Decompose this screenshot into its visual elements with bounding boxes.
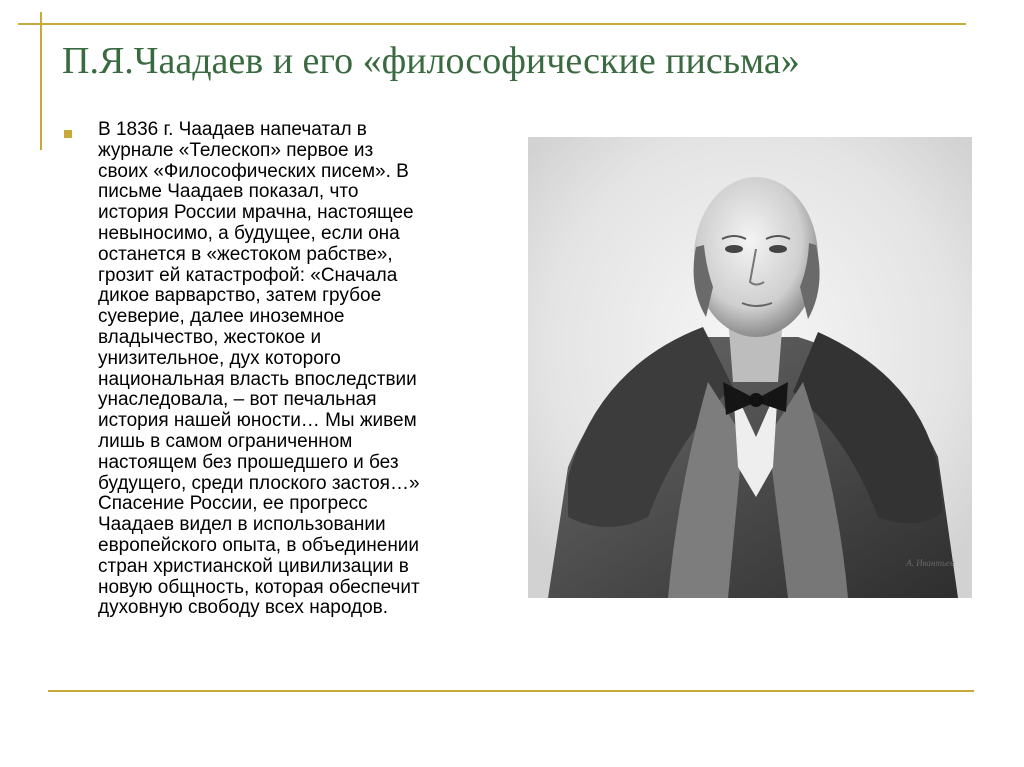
portrait-image (528, 137, 972, 598)
decor-top-line (18, 23, 966, 25)
slide-title: П.Я.Чаадаев и его «философические письма» (62, 40, 800, 82)
portrait-engraving (528, 137, 972, 598)
square-bullet-icon (64, 130, 72, 138)
decor-bottom-line (48, 690, 974, 692)
decor-vertical-line (40, 12, 42, 150)
portrait-signature: А. Ивантьев (906, 558, 954, 568)
body-text: В 1836 г. Чаадаев напечатал в журнале «Телескоп» первое из своих «Философических писем». В письме Чаадаев показал, что история России мрачна, настоящее невыносимо, а будущее, если она останется в «жестоком рабстве», грозит ей катастрофой: «Сначала дикое варварство, затем грубое суеверие, далее иноземное владычество, жестокое и унизительное, дух которого национальная власть впоследствии унаследовала, – вот печальная история нашей юности… Мы живем лишь в самом ограниченном настоящем без прошедшего и без будущего, среди плоского застоя…» Спасение России, ее прогресс Чаадаев видел в использовании европейского опыта, в объединении стран христианской цивилизации в новую общность, которая обеспечит духовную свободу всех народов. (98, 119, 420, 619)
